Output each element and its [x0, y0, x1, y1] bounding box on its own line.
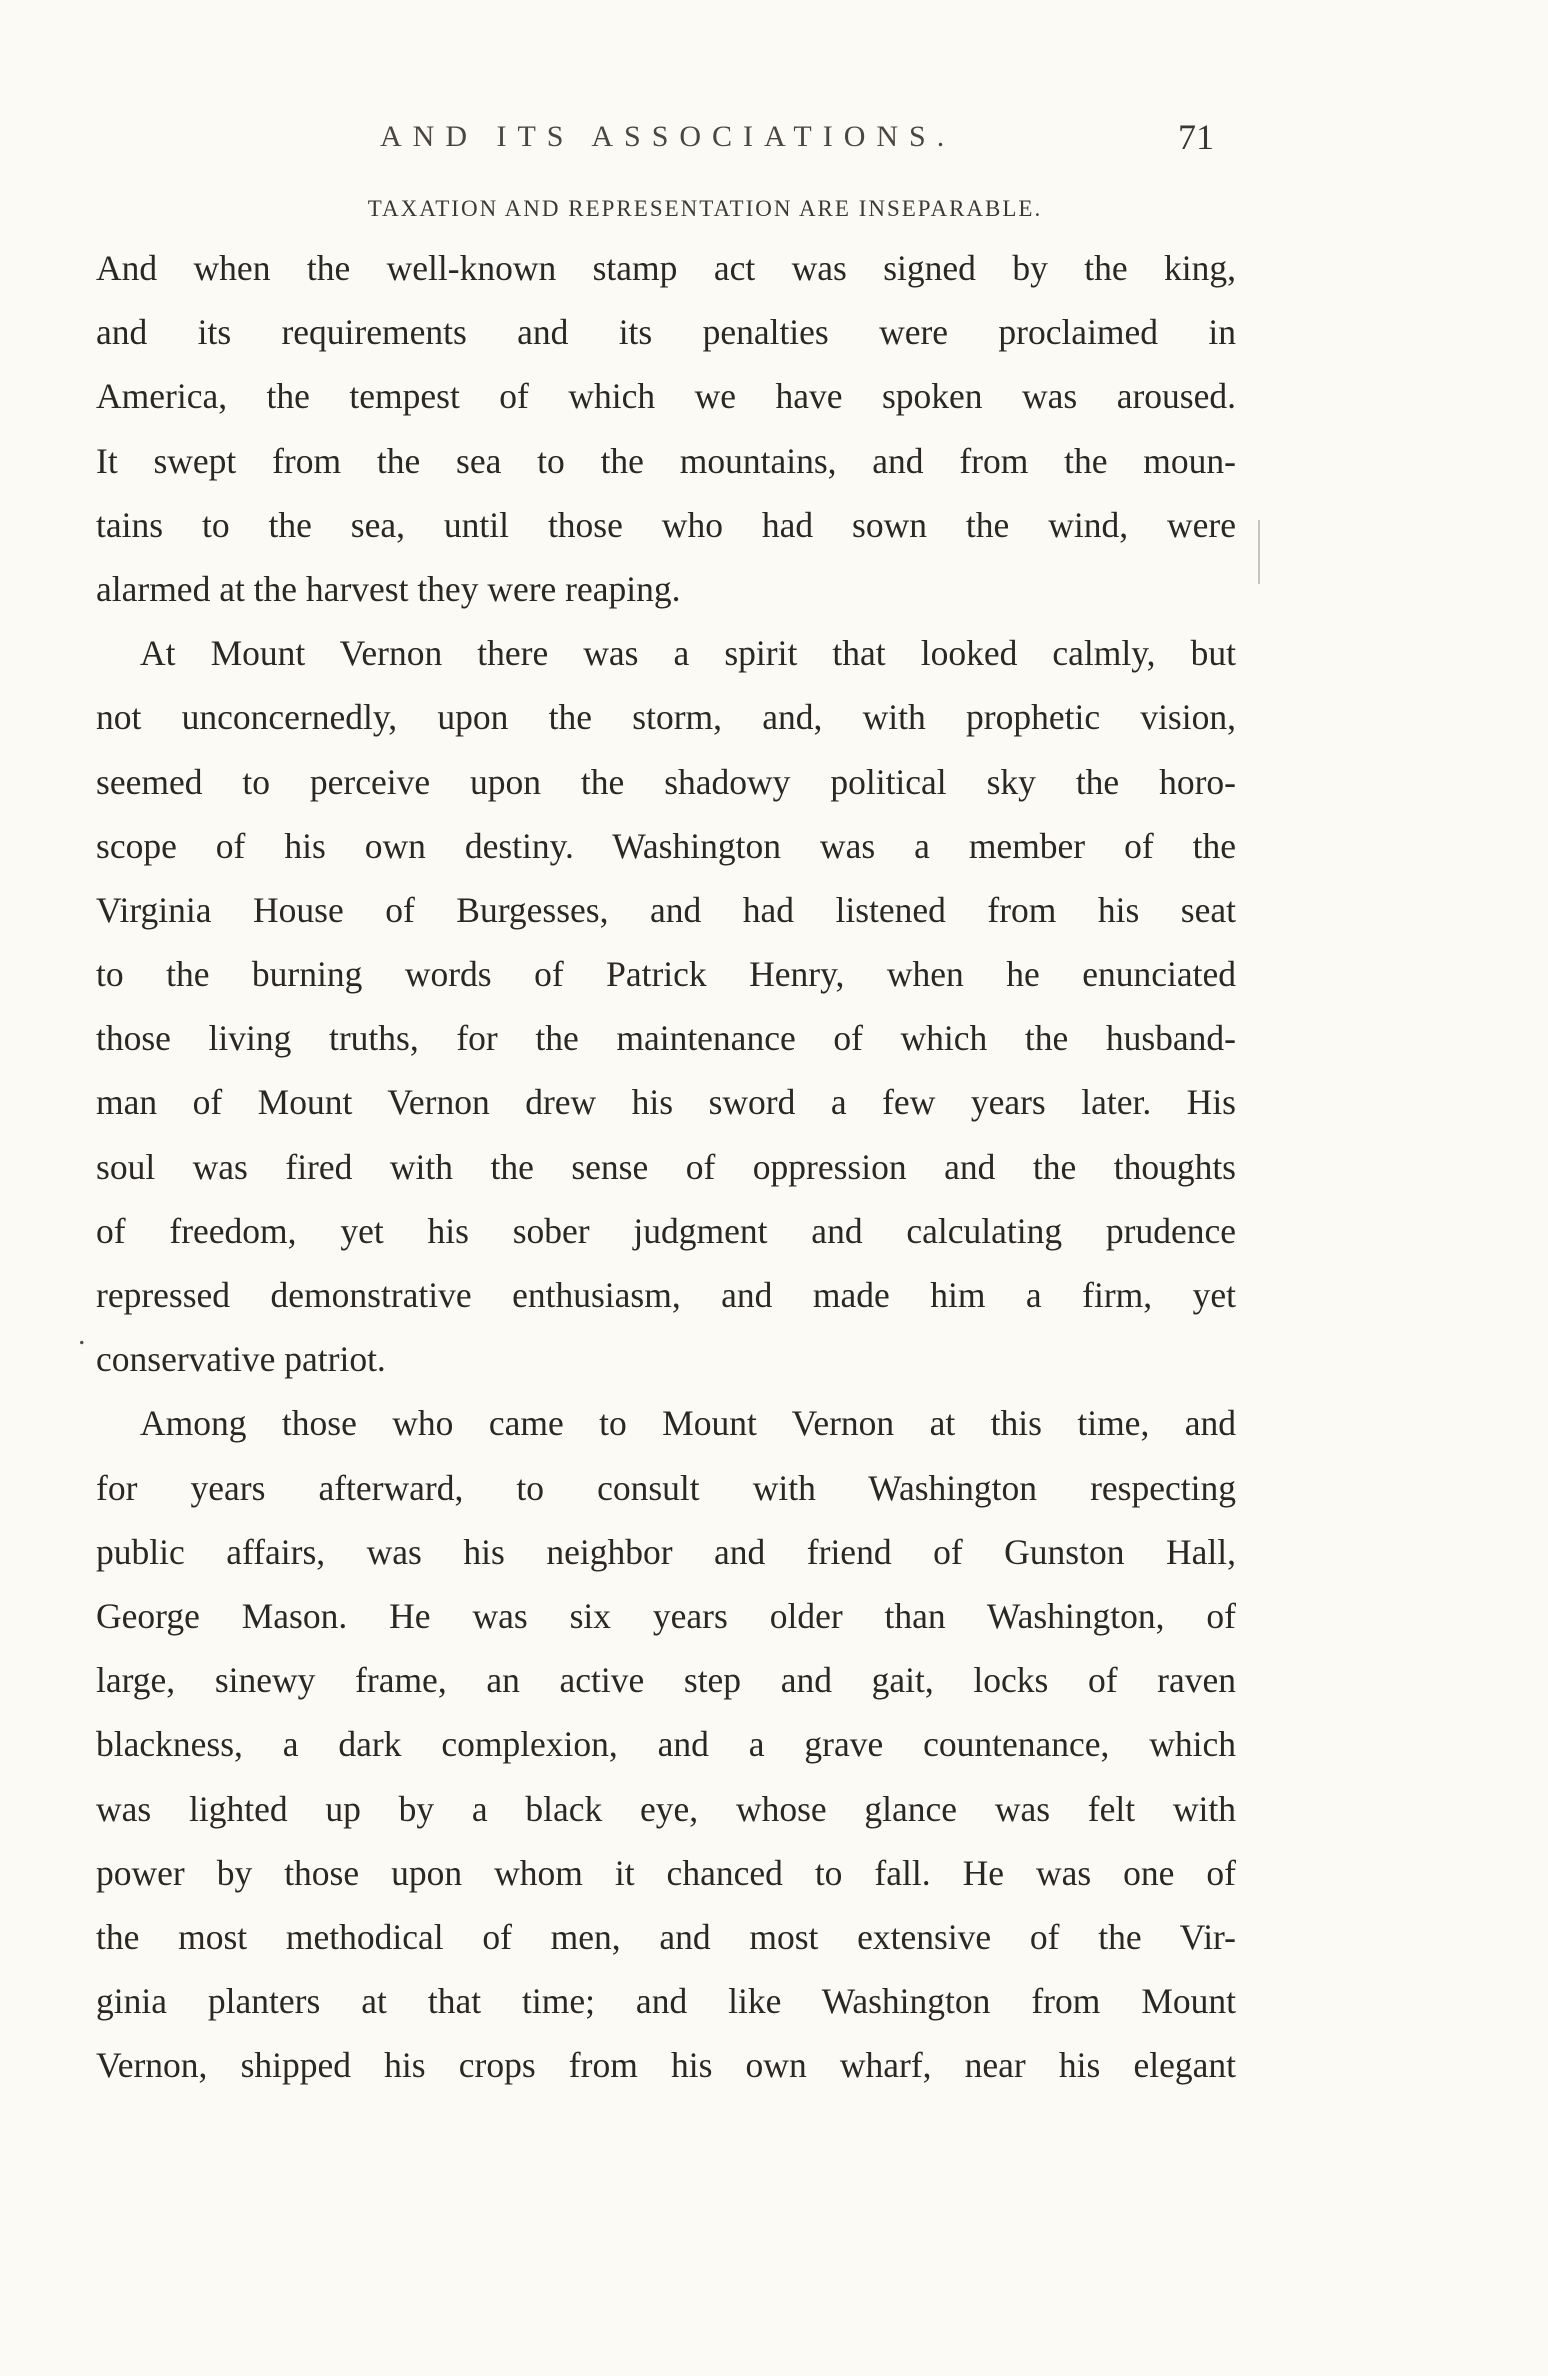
body-text: [96, 236, 1236, 2097]
text-line: and its requirements and its penalties were proclaimed in: [96, 312, 1236, 353]
paragraph-first-line: At Mount Vernon there was a spirit that looked calmly, but: [140, 633, 1236, 674]
text-line: was lighted up by a black eye, whose glance was felt with: [96, 1788, 1236, 1829]
text-line: conservative patriot.: [96, 1339, 386, 1380]
text-line: of freedom, yet his sober judgment and calculating prudence: [96, 1210, 1236, 1251]
text-line: America, the tempest of which we have spoken was aroused.: [96, 376, 1236, 417]
text-line: not unconcernedly, upon the storm, and, with prophetic vision,: [96, 697, 1236, 738]
text-line: blackness, a dark complexion, and a grave countenance, which: [96, 1724, 1236, 1765]
text-line: And when the well-known stamp act was signed by the king,: [96, 248, 1236, 288]
text-line: seemed to perceive upon the shadowy political sky the horo-: [96, 761, 1236, 802]
page-number: 71: [1178, 117, 1214, 157]
text-line: for years afterward, to consult with Washington respecting: [96, 1467, 1236, 1508]
text-line: power by those upon whom it chanced to fall. He was one of: [96, 1852, 1236, 1893]
text-line: Virginia House of Burgesses, and had listened from his seat: [96, 889, 1236, 930]
text-line: repressed demonstrative enthusiasm, and made him a firm, yet: [96, 1275, 1236, 1315]
paragraph-first-line: Among those who came to Mount Vernon at this time, and: [140, 1403, 1236, 1444]
text-line: alarmed at the harvest they were reaping.: [96, 568, 681, 609]
section-heading: TAXATION AND REPRESENTATION ARE INSEPARABLE.: [367, 196, 1043, 221]
running-head: AND ITS ASSOCIATIONS.: [380, 120, 956, 153]
text-line: scope of his own destiny. Washington was a member of the: [96, 825, 1236, 866]
text-line: tains to the sea, until those who had sown the wind, were: [96, 504, 1236, 545]
text-line: It swept from the sea to the mountains, and from the moun-: [96, 440, 1236, 481]
margin-rule: [1258, 520, 1260, 584]
text-line: the most methodical of men, and most extensive of the Vir-: [96, 1916, 1236, 1957]
text-line: George Mason. He was six years older than Washington, of: [96, 1595, 1236, 1636]
text-line: public affairs, was his neighbor and friend of Gunston Hall,: [96, 1531, 1236, 1572]
margin-mark: .: [78, 1318, 86, 1351]
text-line: large, sinewy frame, an active step and gait, locks of raven: [96, 1660, 1236, 1701]
text-line: ginia planters at that time; and like Washington from Mount: [96, 1981, 1236, 2022]
text-line: those living truths, for the maintenance of which the husband-: [96, 1018, 1236, 1059]
text-line: Vernon, shipped his crops from his own wharf, near his elegant: [96, 2045, 1236, 2086]
text-line: man of Mount Vernon drew his sword a few years later. His: [96, 1082, 1236, 1123]
text-line: soul was fired with the sense of oppression and the thoughts: [96, 1146, 1236, 1187]
text-line: to the burning words of Patrick Henry, when he enunciated: [96, 954, 1236, 995]
